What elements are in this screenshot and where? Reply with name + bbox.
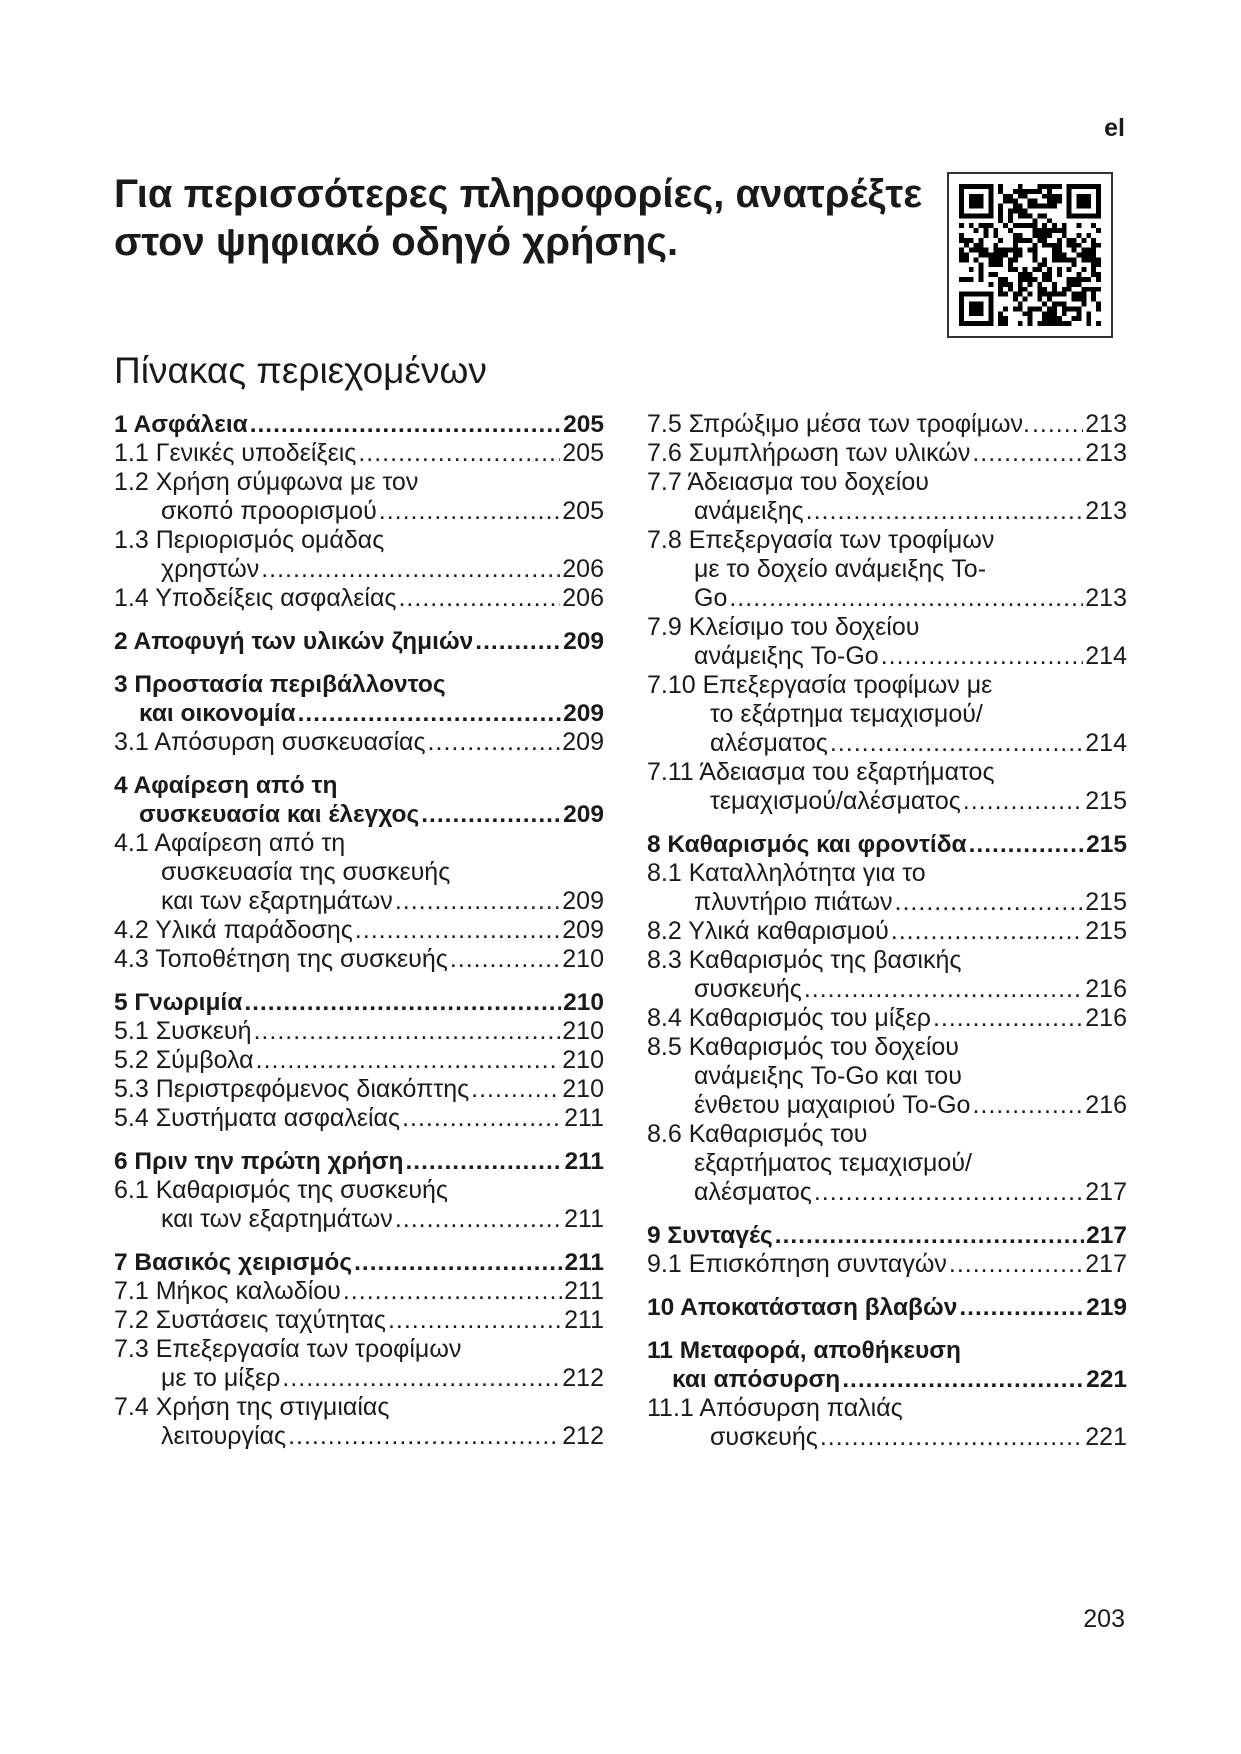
dot-leader <box>881 642 1084 671</box>
dot-leader <box>298 699 562 728</box>
dot-leader <box>354 1248 562 1277</box>
toc-entry-label: 6 Πριν την πρώτη χρήση <box>114 1148 404 1175</box>
toc-entry-label: 5.4 Συστήματα ασφαλείας <box>114 1104 401 1132</box>
toc-entry-label: αλέσματος <box>694 1178 812 1206</box>
dot-leader <box>972 1091 1083 1120</box>
toc-subsection-entry[interactable] <box>114 1075 604 1104</box>
toc-entry-label: 4.1 Αφαίρεση από τη <box>114 829 346 857</box>
toc-entry-label: 5.3 Περιστρεφόμενος διακόπτης <box>114 1075 470 1103</box>
toc-subsection-entry[interactable] <box>114 945 604 974</box>
toc-page-number: 209 <box>563 700 604 727</box>
toc-subsection-entry[interactable] <box>647 613 1127 671</box>
toc-title: Πίνακας περιεχομένων <box>114 350 487 391</box>
toc-entry-label: 1.4 Υποδείξεις ασφαλείας <box>114 584 397 612</box>
toc-entry-label: 8.6 Καθαρισμός του <box>647 1120 868 1148</box>
toc-entry-label: 8 Καθαρισμός και φροντίδα <box>647 831 967 858</box>
toc-page-number: 206 <box>562 584 604 612</box>
toc-page-number: 210 <box>562 1075 604 1103</box>
toc-subsection-entry[interactable] <box>114 1306 604 1335</box>
dot-leader <box>343 1277 562 1306</box>
toc-entry-label: 7.11 Άδειασμα του εξαρτήματος <box>647 758 995 786</box>
toc-entry-label: 9.1 Επισκόπηση συνταγών <box>647 1250 947 1278</box>
toc-entry-label: ανάμειξης To-Go και του <box>694 1062 962 1090</box>
dot-leader <box>729 584 1083 613</box>
toc-entry-label: τεμαχισμού/αλέσματος <box>710 787 961 815</box>
toc-entry-label: 4 Αφαίρεση από τη <box>114 772 338 799</box>
dot-leader <box>388 1306 562 1335</box>
toc-page-number: 215 <box>1085 917 1127 945</box>
toc-page-number: 210 <box>563 989 604 1016</box>
dot-leader <box>891 917 1084 946</box>
toc-entry-label: 6.1 Καθαρισμός της συσκευής <box>114 1176 448 1204</box>
toc-page-number: 221 <box>1085 1423 1127 1451</box>
dot-leader <box>250 410 561 439</box>
toc-entry-label: 8.3 Καθαρισμός της βασικής <box>647 946 962 974</box>
dot-leader <box>830 729 1083 758</box>
toc-entry-label: και απόσυρση <box>672 1366 841 1393</box>
toc-subsection-entry[interactable] <box>647 1394 1127 1452</box>
toc-section <box>114 988 604 1133</box>
toc-chapter-entry[interactable] <box>114 1248 604 1277</box>
toc-page-number: 215 <box>1086 831 1127 858</box>
toc-page-number: 213 <box>1085 584 1127 612</box>
toc-subsection-entry[interactable] <box>647 1250 1127 1279</box>
toc-section <box>114 670 604 757</box>
toc-subsection-entry[interactable] <box>647 410 1127 439</box>
dot-leader <box>405 1147 562 1176</box>
toc-section <box>647 410 1127 816</box>
toc-chapter-entry[interactable] <box>114 410 604 439</box>
toc-page-number: 209 <box>563 628 604 655</box>
digital-guide-headline: Για περισσότερες πληροφορίες, ανατρέξτε στον ψηφιακό οδηγό χρήσης. <box>114 172 923 264</box>
toc-subsection-entry[interactable] <box>647 917 1127 946</box>
toc-subsection-entry[interactable] <box>114 1277 604 1306</box>
toc-subsection-entry[interactable] <box>647 439 1127 468</box>
toc-page-number: 217 <box>1086 1222 1127 1249</box>
dot-leader <box>379 497 561 526</box>
dot-leader <box>806 497 1084 526</box>
toc-page-number: 214 <box>1085 642 1127 670</box>
toc-section <box>114 627 604 656</box>
toc-subsection-entry[interactable] <box>647 859 1127 917</box>
language-code: el <box>1104 114 1125 142</box>
toc-entry-label: 5.1 Συσκευή <box>114 1017 252 1045</box>
toc-entry-label: 5.2 Σύμβολα <box>114 1046 254 1074</box>
toc-subsection-entry[interactable] <box>647 1033 1127 1120</box>
toc-page-number: 205 <box>563 411 604 438</box>
toc-page-number: 210 <box>562 1046 604 1074</box>
toc-entry-label: 7.6 Συμπλήρωση των υλικών <box>647 439 971 467</box>
toc-subsection-entry[interactable] <box>114 829 604 916</box>
toc-page-number: 216 <box>1085 1004 1127 1032</box>
toc-subsection-entry[interactable] <box>647 946 1127 1004</box>
toc-page-number: 210 <box>562 945 604 973</box>
toc-subsection-entry[interactable] <box>114 439 604 468</box>
toc-entry-label: λειτουργίας <box>161 1422 287 1450</box>
toc-subsection-entry[interactable] <box>114 1046 604 1075</box>
toc-page-number: 206 <box>562 555 604 583</box>
toc-subsection-entry[interactable] <box>114 468 604 526</box>
toc-chapter-entry[interactable] <box>114 1147 604 1176</box>
toc-entry-label: 11 Μεταφορά, αποθήκευση <box>647 1337 961 1364</box>
toc-section <box>647 1336 1127 1452</box>
toc-page-number: 216 <box>1085 975 1127 1003</box>
dot-leader <box>253 1017 560 1046</box>
toc-entry-label: 7.7 Άδειασμα του δοχείου <box>647 468 929 496</box>
dot-leader <box>402 1104 562 1133</box>
toc-subsection-entry[interactable] <box>114 916 604 945</box>
dot-leader <box>261 555 560 584</box>
dot-leader <box>288 1422 560 1451</box>
dot-leader <box>972 439 1083 468</box>
toc-subsection-entry[interactable] <box>114 728 604 757</box>
toc-entry-label: και των εξαρτημάτων <box>161 887 393 915</box>
toc-chapter-entry[interactable] <box>647 1336 1127 1394</box>
dot-leader <box>475 627 561 656</box>
toc-subsection-entry[interactable] <box>114 526 604 584</box>
toc-page-number: 211 <box>564 1205 604 1233</box>
toc-entry-label: 8.2 Υλικά καθαρισμού <box>647 917 889 945</box>
toc-entry-label: 7.5 Σπρώξιμο μέσα των τροφίμων. <box>647 410 1030 438</box>
toc-subsection-entry[interactable] <box>114 584 604 613</box>
toc-entry-label: 3.1 Απόσυρση συσκευασίας <box>114 728 426 756</box>
toc-entry-label: 8.5 Καθαρισμός του δοχείου <box>647 1033 959 1061</box>
toc-entry-label: 9 Συνταγές <box>647 1222 773 1249</box>
toc-page-number: 215 <box>1085 888 1127 916</box>
toc-entry-label: 11.1 Απόσυρση παλιάς <box>647 1394 903 1422</box>
toc-chapter-entry[interactable] <box>114 670 604 728</box>
toc-subsection-entry[interactable] <box>647 1120 1127 1207</box>
toc-entry-label: αλέσματος <box>710 729 828 757</box>
toc-page-number: 217 <box>1085 1250 1127 1278</box>
toc-left-column <box>114 410 604 1465</box>
toc-page-number: 212 <box>562 1422 604 1450</box>
toc-entry-label: ανάμειξης <box>694 497 804 525</box>
toc-entry-label: 7.10 Επεξεργασία τροφίμων με <box>647 671 993 699</box>
toc-section <box>114 1248 604 1451</box>
toc-entry-label: 7.4 Χρήση της στιγμιαίας <box>114 1393 390 1421</box>
toc-entry-label: και των εξαρτημάτων <box>161 1205 393 1233</box>
toc-page-number: 210 <box>562 1017 604 1045</box>
toc-page-number: 217 <box>1085 1178 1127 1206</box>
toc-entry-label: 8.1 Καταλληλότητα για το <box>647 859 926 887</box>
dot-leader <box>933 1004 1083 1033</box>
toc-chapter-entry[interactable] <box>647 830 1127 859</box>
toc-section <box>114 771 604 974</box>
toc-entry-label: 3 Προστασία περιβάλλοντος <box>114 671 446 698</box>
toc-page-number: 215 <box>1085 787 1127 815</box>
toc-subsection-entry[interactable] <box>647 671 1127 758</box>
dot-leader <box>963 787 1084 816</box>
dot-leader <box>450 945 560 974</box>
dot-leader <box>358 439 560 468</box>
dot-leader <box>355 916 560 945</box>
toc-subsection-entry[interactable] <box>114 1393 604 1451</box>
toc-entry-label: 7.2 Συστάσεις ταχύτητας <box>114 1306 386 1334</box>
toc-entry-label: εξαρτήματος τεμαχισμού/ <box>694 1149 972 1177</box>
page-number: 203 <box>1083 1605 1125 1633</box>
toc-page-number: 209 <box>563 801 604 828</box>
toc-entry-label: 1.1 Γενικές υποδείξεις <box>114 439 357 467</box>
toc-section <box>114 1147 604 1234</box>
dot-leader <box>421 800 561 829</box>
toc-subsection-entry[interactable] <box>114 1017 604 1046</box>
toc-entry-label: 7.8 Επεξεργασία των τροφίμων <box>647 526 995 554</box>
toc-page-number: 211 <box>564 1306 604 1334</box>
toc-entry-label: σκοπό προορισμού <box>161 497 377 525</box>
toc-page-number: 216 <box>1085 1091 1127 1119</box>
toc-entry-label: συσκευασία της συσκευής <box>161 858 451 886</box>
toc-entry-label: 7.1 Μήκος καλωδίου <box>114 1277 341 1305</box>
toc-entry-label: Go <box>694 584 728 612</box>
toc-entry-label: χρηστών <box>161 555 260 583</box>
dot-leader <box>398 584 560 613</box>
toc-subsection-entry[interactable] <box>114 1104 604 1133</box>
toc-chapter-entry[interactable] <box>647 1293 1127 1322</box>
toc-page-number: 211 <box>564 1148 604 1175</box>
toc-page-number: 213 <box>1085 439 1127 467</box>
toc-entry-label: συσκευής <box>694 975 802 1003</box>
toc-entry-label: με το μίξερ <box>161 1364 281 1392</box>
dot-leader <box>244 988 561 1017</box>
toc-entry-label: 1.3 Περιορισμός ομάδας <box>114 526 385 554</box>
toc-subsection-entry[interactable] <box>647 758 1127 816</box>
toc-entry-label: 4.3 Τοποθέτηση της συσκευής <box>114 945 448 973</box>
toc-entry-label: συσκευασία και έλεγχος <box>139 801 420 828</box>
toc-chapter-entry[interactable] <box>114 988 604 1017</box>
qr-code-graphic <box>959 184 1101 326</box>
toc-entry-label: 10 Αποκατάσταση βλαβών <box>647 1294 958 1321</box>
qr-code[interactable] <box>947 172 1113 338</box>
toc-entry-label: 8.4 Καθαρισμός του μίξερ <box>647 1004 931 1032</box>
toc-subsection-entry[interactable] <box>647 526 1127 613</box>
dot-leader <box>471 1075 560 1104</box>
dot-leader <box>820 1423 1083 1452</box>
toc-section <box>647 830 1127 1207</box>
toc-page-number: 221 <box>1086 1366 1127 1393</box>
dot-leader <box>395 1205 562 1234</box>
toc-entry-label: και οικονομία <box>139 700 296 727</box>
dot-leader <box>775 1221 1084 1250</box>
toc-section <box>647 1293 1127 1322</box>
toc-entry-label: ανάμειξης To-Go <box>694 642 879 670</box>
dot-leader <box>1032 410 1083 439</box>
toc-subsection-entry[interactable] <box>647 1004 1127 1033</box>
toc-page-number: 209 <box>562 728 604 756</box>
dot-leader <box>842 1365 1084 1394</box>
dot-leader <box>395 887 560 916</box>
toc-entry-label: 2 Αποφυγή των υλικών ζημιών <box>114 628 474 655</box>
toc-entry-label: το εξάρτημα τεμαχισμού/ <box>710 700 983 728</box>
toc-page-number: 214 <box>1085 729 1127 757</box>
toc-entry-label: 7 Βασικός χειρισμός <box>114 1249 353 1276</box>
toc-page-number: 205 <box>562 439 604 467</box>
dot-leader <box>256 1046 561 1075</box>
dot-leader <box>969 830 1084 859</box>
dot-leader <box>814 1178 1083 1207</box>
toc-right-column <box>647 410 1127 1466</box>
toc-chapter-entry[interactable] <box>647 1221 1127 1250</box>
dot-leader <box>949 1250 1083 1279</box>
toc-page-number: 209 <box>562 887 604 915</box>
toc-entry-label: 1 Ασφάλεια <box>114 411 248 438</box>
toc-entry-label: 5 Γνωριμία <box>114 989 243 1016</box>
toc-page-number: 213 <box>1085 410 1127 438</box>
toc-subsection-entry[interactable] <box>114 1176 604 1234</box>
toc-page-number: 205 <box>562 497 604 525</box>
toc-page-number: 219 <box>1086 1294 1127 1321</box>
toc-page-number: 213 <box>1085 497 1127 525</box>
toc-entry-label: ένθετου μαχαιριού To-Go <box>694 1091 971 1119</box>
toc-section <box>114 410 604 613</box>
dot-leader <box>428 728 561 757</box>
toc-entry-label: 7.3 Επεξεργασία των τροφίμων <box>114 1335 462 1363</box>
toc-chapter-entry[interactable] <box>114 771 604 829</box>
toc-chapter-entry[interactable] <box>114 627 604 656</box>
dot-leader <box>895 888 1084 917</box>
toc-page-number: 212 <box>562 1364 604 1392</box>
toc-entry-label: συσκευής <box>710 1423 818 1451</box>
toc-entry-label: 7.9 Κλείσιμο του δοχείου <box>647 613 920 641</box>
toc-page-number: 211 <box>564 1249 604 1276</box>
toc-entry-label: πλυντήριο πιάτων <box>694 888 893 916</box>
toc-entry-label: 1.2 Χρήση σύμφωνα με τον <box>114 468 419 496</box>
dot-leader <box>282 1364 560 1393</box>
toc-entry-label: 4.2 Υλικά παράδοσης <box>114 916 353 944</box>
toc-entry-label: με το δοχείο ανάμειξης To- <box>694 555 987 583</box>
toc-subsection-entry[interactable] <box>114 1335 604 1393</box>
toc-subsection-entry[interactable] <box>647 468 1127 526</box>
toc-page-number: 209 <box>562 916 604 944</box>
dot-leader <box>804 975 1083 1004</box>
toc-page-number: 211 <box>564 1104 604 1132</box>
toc-section <box>647 1221 1127 1279</box>
toc-page-number: 211 <box>564 1277 604 1305</box>
dot-leader <box>959 1293 1084 1322</box>
